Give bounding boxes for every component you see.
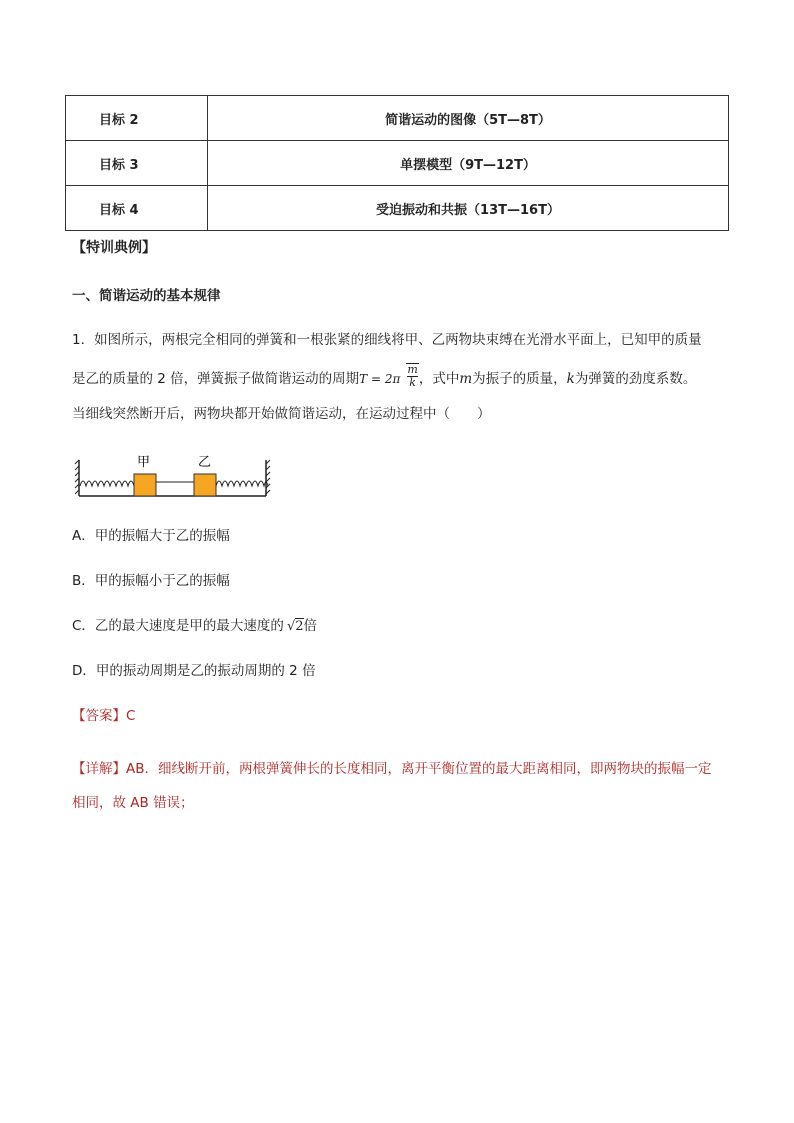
question-text: 为振子的质量， [472,371,567,387]
detail-label: 【详解】 [72,761,126,777]
fraction [406,363,418,389]
answer-value: C [126,708,136,724]
block-yi [194,474,216,496]
question-text: 是乙的质量的 2 倍，弹簧振子做简谐运动的周期 [72,371,360,387]
sqrt-sign: √2 [286,619,304,634]
goal-label: 目标 2 [66,96,208,141]
table-row [66,96,729,141]
subheading: 一、简谐运动的基本规律 [72,288,221,304]
section-heading: 【特训典例】 [72,240,156,256]
label-jia: 甲 [137,455,151,470]
spring-blocks-figure [74,452,274,500]
goal-content: 受迫振动和共振（13T—16T） [208,186,729,231]
question-text: 为弹簧的劲度系数。 [574,371,697,387]
goal-content: 单摆模型（9T—12T） [208,141,729,186]
fraction-numerator: m [407,363,418,376]
label-yi: 乙 [198,455,212,470]
question-text: ，式中 [418,371,460,387]
goal-content: 简谐运动的图像（5T—8T） [208,96,729,141]
answer-label: 【答案】 [72,708,126,724]
detail-text: AB．细线断开前，两根弹簧伸长的长度相同，离开平衡位置的最大距离相同，即两物块的振幅一定相同，故 AB 错误； [72,761,712,811]
option-c [72,616,317,637]
option-b: B．甲的振幅小于乙的振幅 [72,573,230,589]
block-jia [134,474,156,496]
table-row [66,141,729,186]
fraction-denominator: k [409,376,416,389]
left-wall [75,460,79,496]
option-c-text: C．乙的最大速度是甲的最大速度的 [72,618,284,634]
question-line-1: 1．如图所示，两根完全相同的弹簧和一根张紧的细线将甲、乙两物块束缚在光滑水平面上，已知甲的质量 [72,332,702,348]
option-a: A．甲的振幅大于乙的振幅 [72,528,230,544]
question-line-2 [72,363,697,392]
goal-label: 目标 3 [66,141,208,186]
sqrt-value: 2 [295,619,304,634]
goal-table [65,95,729,231]
detail [72,752,722,820]
option-c-text: 倍 [303,618,318,634]
period-formula: T = 2π [359,372,401,386]
goal-label: 目标 4 [66,186,208,231]
left-spring [80,481,134,486]
answer [72,706,135,726]
right-wall [266,460,270,496]
var-k: k [566,371,575,387]
table-row [66,186,729,231]
option-d: D．甲的振动周期是乙的振动周期的 2 倍 [72,663,316,679]
var-m: m [459,371,473,387]
right-spring [216,481,268,486]
question-line-3: 当细线突然断开后，两物块都开始做简谐运动，在运动过程中（ ） [72,406,491,422]
